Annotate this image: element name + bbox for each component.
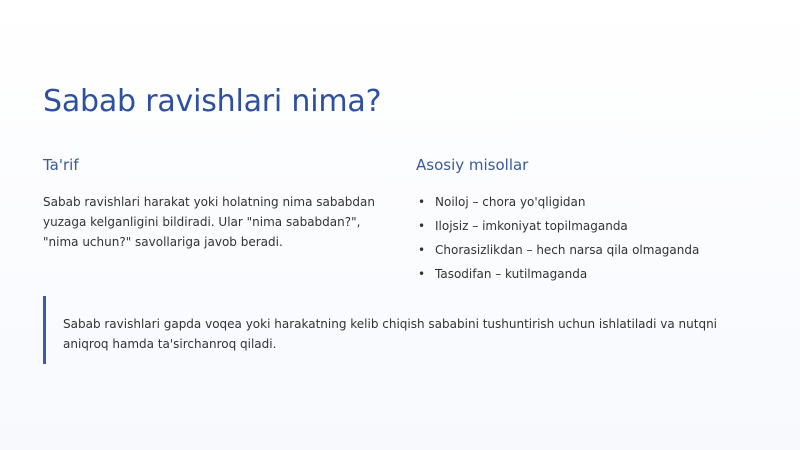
definition-section xyxy=(43,155,383,252)
bullet-icon: • xyxy=(418,267,426,281)
slide-title: Sabab ravishlari nima? xyxy=(43,84,382,119)
list-item xyxy=(416,216,756,236)
note-callout xyxy=(43,296,743,364)
bullet-icon: • xyxy=(418,195,426,209)
example-text: Noiloj – chora yo'qligidan xyxy=(435,195,586,209)
examples-section xyxy=(416,155,756,288)
definition-text: Sabab ravishlari harakat yoki holatning nima sababdan yuzaga kelganligini bildiradi. Ular "nima sababdan?", "nima uchun?" savollariga javob beradi. xyxy=(43,195,376,249)
list-item xyxy=(416,240,756,260)
example-text: Chorasizlikdan – hech narsa qila olmaganda xyxy=(435,243,700,257)
definition-heading: Ta'rif xyxy=(43,156,79,174)
list-item xyxy=(416,264,756,284)
bullet-icon: • xyxy=(418,219,426,233)
examples-heading: Asosiy misollar xyxy=(416,156,529,174)
bullet-icon: • xyxy=(418,243,426,257)
example-text: Tasodifan – kutilmaganda xyxy=(435,267,588,281)
examples-list xyxy=(416,192,756,284)
list-item xyxy=(416,192,756,212)
note-text: Sabab ravishlari gapda voqea yoki harakatning kelib chiqish sababini tushuntirish uchun ishlatiladi va nutqni aniqroq hamda ta'sirchanroq qiladi. xyxy=(63,317,718,351)
example-text: Ilojsiz – imkoniyat topilmaganda xyxy=(435,219,628,233)
